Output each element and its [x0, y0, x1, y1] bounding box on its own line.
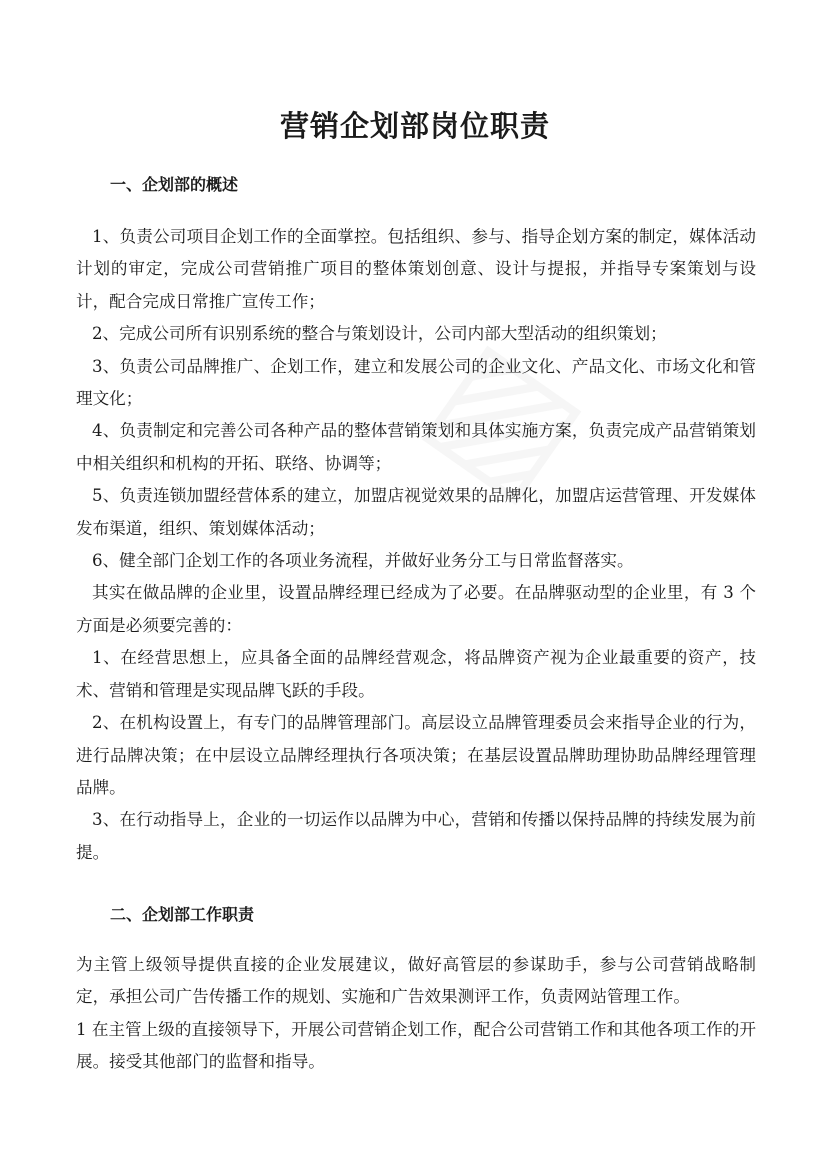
paragraph: 6、健全部门企划工作的各项业务流程，并做好业务分工与日常监督落实。 [92, 551, 634, 571]
paragraph: 其实在做品牌的企业里，设置品牌经理已经成为了必要。在品牌驱动型的企业里，有 3 个方面是必须要完善的： [76, 583, 756, 635]
paragraph: 4、负责制定和完善公司各种产品的整体营销策划和具体实施方案，负责完成产品营销策划中相关组织和机构的开拓、联络、协调等； [76, 421, 756, 473]
paragraph: 2、在机构设置上，有专门的品牌管理部门。高层设立品牌管理委员会来指导企业的行为，进行品牌决策；在中层设立品牌经理执行各项决策；在基层设置品牌助理协助品牌经理管理品牌。 [76, 713, 756, 797]
paragraph: 3、负责公司品牌推广、企划工作，建立和发展公司的企业文化、产品文化、市场文化和管理文化； [76, 356, 756, 409]
section-duties-body [76, 949, 756, 1079]
paragraph: 1 在主管上级的直接领导下，开展公司营销企划工作，配合公司营销工作和其他各项工作的开展。接受其他部门的监督和指导。 [76, 1019, 756, 1072]
page-title: 营销企划部岗位职责 [279, 109, 550, 143]
section-overview-body [76, 221, 756, 869]
section-heading-duties: 二、企划部工作职责 [110, 905, 255, 924]
section-heading-overview: 一、企划部的概述 [110, 175, 239, 194]
paragraph: 2、完成公司所有识别系统的整合与策划设计，公司内部大型活动的组织策划； [92, 324, 667, 344]
paragraph: 1、负责公司项目企划工作的全面掌控。包括组织、参与、指导企划方案的制定，媒体活动计划的审定，完成公司营销推广项目的整体策划创意、设计与提报，并指导专案策划与设计，配合完成日常推广宣传工作； [76, 227, 756, 311]
paragraph: 为主管上级领导提供直接的企业发展建议，做好高管层的参谋助手，参与公司营销战略制定，承担公司广告传播工作的规划、实施和广告效果测评工作，负责网站管理工作。 [76, 955, 756, 1007]
paragraph: 5、负责连锁加盟经营体系的建立，加盟店视觉效果的品牌化，加盟店运营管理、开发媒体发布渠道，组织、策划媒体活动； [76, 486, 756, 538]
paragraph: 3、在行动指导上，企业的一切运作以品牌为中心，营销和传播以保持品牌的持续发展为前提。 [76, 810, 756, 862]
paragraph: 1、在经营思想上，应具备全面的品牌经营观念，将品牌资产视为企业最重要的资产，技术、营销和管理是实现品牌飞跃的手段。 [76, 648, 756, 700]
